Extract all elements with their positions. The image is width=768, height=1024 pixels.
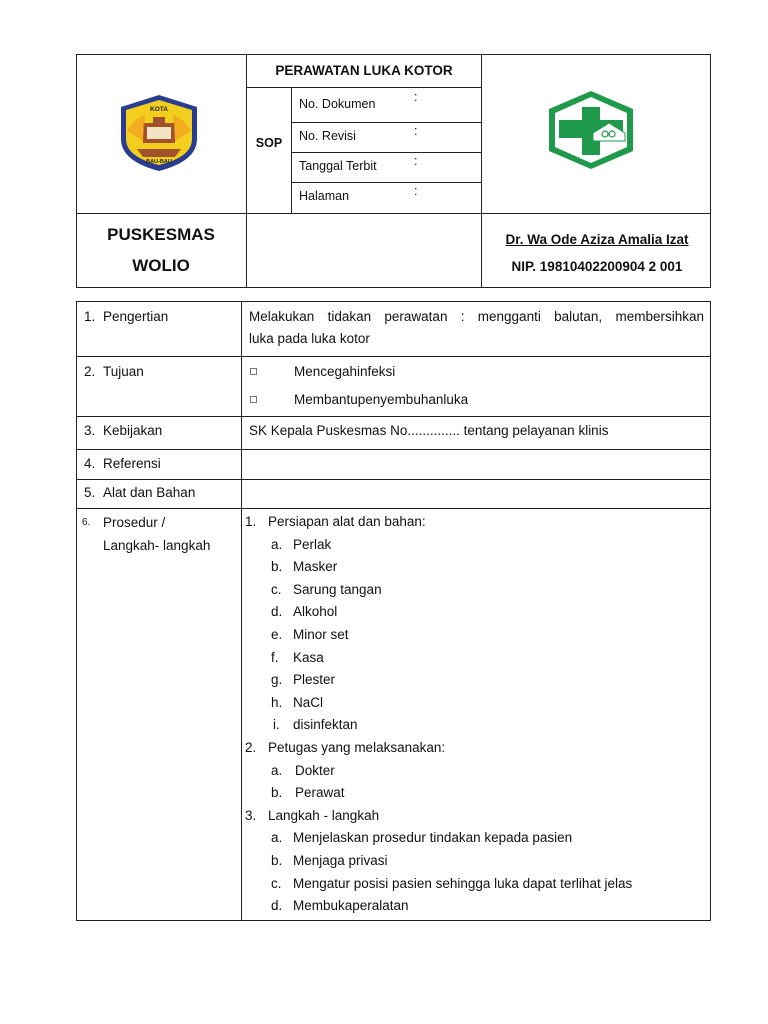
list-item	[245, 850, 705, 873]
list-marker: c.	[271, 875, 282, 891]
row-number: 2.	[84, 364, 96, 379]
row-label-alat-bahan: Alat dan Bahan	[103, 485, 196, 500]
list-marker: e.	[271, 626, 283, 642]
list-item-text: Alkohol	[293, 604, 338, 620]
row-label-pengertian: Pengertian	[103, 309, 169, 324]
checkbox-icon	[250, 396, 257, 403]
section-title: Persiapan alat dan bahan:	[268, 514, 426, 529]
field-tanggal-terbit: Tanggal Terbit	[299, 159, 377, 173]
row-number: 3.	[84, 423, 96, 438]
list-item	[245, 760, 705, 783]
list-marker: a.	[271, 830, 283, 846]
sop-label: SOP	[255, 136, 283, 150]
puskesmas-logo	[545, 89, 637, 171]
list-item	[245, 579, 705, 602]
logo-top-text: KOTA	[150, 106, 168, 113]
list-item	[245, 782, 705, 805]
field-no-revisi: No. Revisi	[299, 129, 356, 143]
list-item	[245, 669, 705, 692]
row-label-referensi: Referensi	[103, 456, 161, 471]
section-number: 2.	[245, 739, 257, 755]
signer-name: Dr. Wa Ode Aziza Amalia Izat	[505, 232, 689, 247]
logo-bottom-text: BAU-BAU	[146, 159, 172, 165]
pengertian-text-line1: Melakukan tidakan perawatan : mengganti balutan, membersihkan	[249, 309, 704, 324]
list-item-text: Menjelaskan prosedur tindakan kepada pasien	[293, 830, 573, 846]
list-item	[245, 556, 705, 579]
procedure-list	[245, 511, 705, 918]
org-name-line1: PUSKESMAS	[107, 225, 215, 244]
list-item	[245, 647, 705, 670]
field-colon: :	[414, 124, 418, 138]
signer-nip: NIP. 19810402200904 2 001	[511, 259, 683, 274]
procedure-section	[245, 737, 705, 760]
list-item	[245, 714, 705, 737]
list-marker: f.	[271, 649, 279, 665]
list-marker: c.	[271, 581, 282, 597]
list-item-text: Masker	[293, 559, 338, 575]
list-item	[245, 873, 705, 896]
list-marker: b.	[271, 852, 283, 868]
list-item	[245, 624, 705, 647]
list-item-text: Menjaga privasi	[293, 852, 388, 868]
list-marker: g.	[271, 672, 283, 688]
list-marker: d.	[271, 898, 283, 914]
row-label-langkah: Langkah- langkah	[103, 538, 211, 553]
org-name-line2: WOLIO	[132, 256, 190, 275]
row-number: 6.	[82, 517, 91, 528]
pengertian-text-line2: luka pada luka kotor	[249, 331, 370, 346]
list-item	[245, 895, 705, 918]
row-number: 5.	[84, 485, 96, 500]
list-marker: i.	[273, 717, 280, 733]
list-item-text: Minor set	[293, 626, 349, 642]
list-item-text: Kasa	[293, 649, 324, 665]
tujuan-item: Membantupenyembuhanluka	[294, 392, 469, 407]
field-no-dokumen: No. Dokumen	[299, 97, 376, 111]
procedure-section	[245, 805, 705, 828]
list-item-text: NaCl	[293, 694, 324, 710]
row-number: 4.	[84, 456, 96, 471]
field-colon: :	[414, 90, 418, 104]
list-item-text: Sarung tangan	[293, 581, 382, 597]
list-marker: b.	[271, 785, 283, 801]
tujuan-item: Mencegahinfeksi	[294, 364, 396, 379]
list-item	[245, 692, 705, 715]
list-item-text: Plester	[293, 672, 336, 688]
section-number: 3.	[245, 807, 257, 823]
list-item	[245, 827, 705, 850]
list-item	[245, 601, 705, 624]
sop-content-table	[76, 301, 711, 921]
list-marker: b.	[271, 559, 283, 575]
list-item-text: Membukaperalatan	[293, 898, 409, 914]
list-item-text: disinfektan	[293, 717, 358, 733]
checkbox-icon	[250, 368, 257, 375]
city-logo	[117, 93, 201, 173]
field-halaman: Halaman	[299, 189, 350, 203]
sop-header	[76, 54, 711, 288]
procedure-section	[245, 511, 705, 534]
row-label-kebijakan: Kebijakan	[103, 423, 163, 438]
section-number: 1.	[245, 514, 257, 529]
row-label-prosedur: Prosedur /	[103, 515, 166, 530]
list-marker: h.	[271, 694, 283, 710]
field-colon: :	[414, 154, 418, 168]
row-label-tujuan: Tujuan	[103, 364, 144, 379]
list-item-text: Dokter	[295, 762, 335, 778]
list-marker: d.	[271, 604, 283, 620]
field-colon: :	[414, 184, 418, 198]
list-item-text: Mengatur posisi pasien sehingga luka dapat terlihat jelas	[293, 875, 633, 891]
kebijakan-text: SK Kepala Puskesmas No.............. tentang pelayanan klinis	[249, 423, 609, 438]
document-title: PERAWATAN LUKA KOTOR	[275, 63, 453, 78]
section-title: Petugas yang melaksanakan:	[268, 739, 446, 755]
list-item-text: Perlak	[293, 536, 332, 552]
list-marker: a.	[271, 536, 283, 552]
list-item-text: Perawat	[295, 785, 345, 801]
section-title: Langkah - langkah	[268, 807, 380, 823]
row-number: 1.	[84, 309, 96, 324]
list-item	[245, 534, 705, 557]
list-marker: a.	[271, 762, 283, 778]
